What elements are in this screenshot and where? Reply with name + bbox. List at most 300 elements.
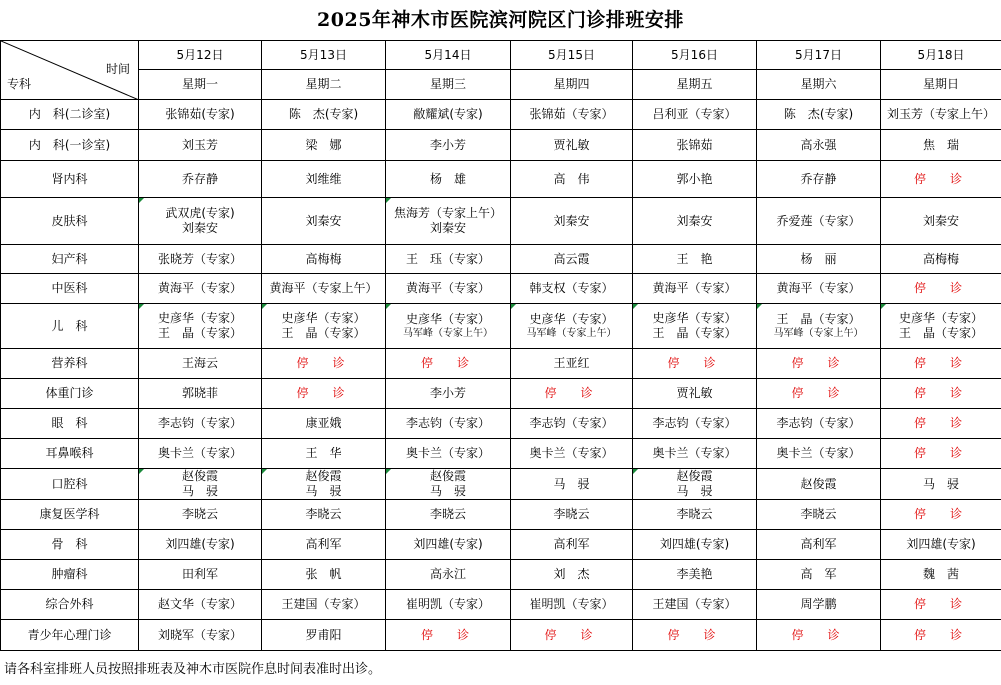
schedule-row xyxy=(1,161,1001,198)
schedule-cell xyxy=(262,560,386,590)
doctor-name: 李晓云 xyxy=(676,507,713,521)
weekday-cell: 星期三 xyxy=(386,70,511,100)
schedule-cell xyxy=(262,349,386,379)
department-name: 康复医学科 xyxy=(1,500,139,530)
doctor-name: 刘四雄(专家) xyxy=(659,537,730,551)
department-name: 体重门诊 xyxy=(1,379,139,409)
doctor-name: 李小芳 xyxy=(429,386,466,400)
schedule-cell xyxy=(633,560,757,590)
weekday-cell: 星期四 xyxy=(511,70,633,100)
doctor-name: 刘秦安 xyxy=(676,213,713,228)
schedule-cell xyxy=(757,620,881,651)
schedule-cell xyxy=(757,349,881,379)
doctor-name: 田利军 xyxy=(181,567,218,581)
doctor-name: 王海云 xyxy=(181,356,218,370)
weekday-cell: 星期日 xyxy=(881,70,1001,100)
doctor-name: 王 晶（专家） xyxy=(652,326,737,340)
doctor-name: 张晓芳（专家） xyxy=(157,251,242,266)
doctor-name: 梁 娜 xyxy=(305,137,342,152)
department-name: 中医科 xyxy=(1,274,139,304)
doctor-name: 李晓云 xyxy=(553,507,590,521)
doctor-name: 李志钧（专家） xyxy=(529,416,614,430)
schedule-cell xyxy=(757,409,881,439)
schedule-cell xyxy=(881,590,1001,620)
schedule-cell xyxy=(881,469,1001,500)
doctor-name: 高梅梅 xyxy=(305,251,342,266)
doctor-name: 王 晶（专家） xyxy=(776,312,861,326)
department-name: 皮肤科 xyxy=(1,198,139,245)
doctor-name: 奥卡兰（专家） xyxy=(652,446,737,460)
weekday-cell: 星期五 xyxy=(633,70,757,100)
schedule-cell xyxy=(386,198,511,245)
schedule-cell xyxy=(139,130,262,161)
doctor-name: 韩支权（专家） xyxy=(529,281,614,295)
suspended-label: 停 诊 xyxy=(913,507,968,521)
department-name: 耳鼻喉科 xyxy=(1,439,139,469)
schedule-cell xyxy=(386,530,511,560)
schedule-cell xyxy=(262,198,386,245)
doctor-name: 刘四雄(专家) xyxy=(906,537,976,551)
department-name: 妇产科 xyxy=(1,245,139,274)
schedule-cell xyxy=(881,379,1001,409)
schedule-cell xyxy=(139,439,262,469)
schedule-cell xyxy=(262,161,386,198)
schedule-cell xyxy=(139,379,262,409)
schedule-cell xyxy=(511,409,633,439)
doctor-name: 王 艳 xyxy=(676,251,713,266)
schedule-cell xyxy=(386,245,511,274)
schedule-cell xyxy=(386,560,511,590)
doctor-name: 马 骎 xyxy=(553,476,590,491)
schedule-cell xyxy=(139,409,262,439)
schedule-cell xyxy=(757,379,881,409)
date-cell: 5月13日 xyxy=(262,41,386,70)
schedule-cell xyxy=(262,274,386,304)
doctor-name: 李美艳 xyxy=(676,567,713,581)
schedule-row xyxy=(1,590,1001,620)
schedule-cell xyxy=(262,469,386,500)
schedule-row xyxy=(1,198,1001,245)
department-name: 骨 科 xyxy=(1,530,139,560)
doctor-name: 高利军 xyxy=(553,537,590,551)
doctor-name: 高永江 xyxy=(429,567,466,581)
schedule-cell xyxy=(757,245,881,274)
doctor-name: 马军峰（专家上午） xyxy=(403,328,493,339)
weekday-cell: 星期一 xyxy=(139,70,262,100)
doctor-name: 刘四雄(专家) xyxy=(165,537,235,551)
doctor-name: 贾礼敏 xyxy=(553,137,590,152)
schedule-cell xyxy=(511,100,633,130)
schedule-cell xyxy=(139,500,262,530)
doctor-name: 贾礼敏 xyxy=(676,386,713,400)
schedule-row xyxy=(1,560,1001,590)
schedule-cell xyxy=(386,161,511,198)
schedule-cell xyxy=(633,530,757,560)
doctor-name: 刘四雄(专家) xyxy=(413,537,483,551)
doctor-name: 马 骎 xyxy=(181,484,218,498)
schedule-cell xyxy=(757,274,881,304)
doctor-name: 王 晶（专家） xyxy=(281,326,366,340)
doctor-name: 李小芳 xyxy=(429,137,466,152)
schedule-cell xyxy=(757,130,881,161)
doctor-name: 杨 丽 xyxy=(800,251,837,266)
schedule-cell xyxy=(139,304,262,349)
schedule-cell xyxy=(262,500,386,530)
schedule-cell xyxy=(757,439,881,469)
doctor-name: 奥卡兰（专家） xyxy=(405,446,490,460)
schedule-cell xyxy=(511,379,633,409)
doctor-name: 李晓云 xyxy=(800,507,837,521)
department-name: 眼 科 xyxy=(1,409,139,439)
department-name: 肿瘤科 xyxy=(1,560,139,590)
schedule-cell xyxy=(511,349,633,379)
doctor-name: 武双虎(专家) xyxy=(165,206,235,220)
doctor-name: 陈 杰(专家) xyxy=(288,107,359,121)
doctor-name: 李志钧（专家） xyxy=(405,416,490,430)
schedule-cell xyxy=(262,590,386,620)
doctor-name: 李志钧（专家） xyxy=(157,416,242,430)
schedule-cell xyxy=(262,379,386,409)
schedule-row xyxy=(1,409,1001,439)
doctor-name: 刘秦安 xyxy=(553,213,590,228)
schedule-cell xyxy=(881,198,1001,245)
doctor-name: 刘秦安 xyxy=(305,213,342,228)
suspended-label: 停 诊 xyxy=(420,627,475,642)
suspended-label: 停 诊 xyxy=(913,356,968,370)
schedule-cell xyxy=(881,161,1001,198)
doctor-name: 王 晶（专家） xyxy=(898,326,983,340)
suspended-label: 停 诊 xyxy=(667,356,722,370)
schedule-cell xyxy=(881,409,1001,439)
schedule-cell xyxy=(633,590,757,620)
doctor-name: 李志钧（专家） xyxy=(776,416,861,430)
doctor-name: 奥卡兰（专家） xyxy=(529,446,614,460)
doctor-name: 刘玉芳 xyxy=(181,137,218,152)
schedule-cell xyxy=(386,100,511,130)
schedule-cell xyxy=(881,620,1001,651)
doctor-name: 赵俊霞 xyxy=(676,469,713,483)
schedule-cell xyxy=(633,409,757,439)
schedule-cell xyxy=(386,274,511,304)
doctor-name: 奥卡兰（专家） xyxy=(157,446,242,460)
department-name: 营养科 xyxy=(1,349,139,379)
date-cell: 5月18日 xyxy=(881,41,1001,70)
schedule-cell xyxy=(262,100,386,130)
schedule-cell xyxy=(386,349,511,379)
time-label: 时间 xyxy=(105,62,130,76)
suspended-label: 停 诊 xyxy=(791,386,846,400)
doctor-name: 周学鹏 xyxy=(800,597,837,611)
department-name: 内 科(二诊室) xyxy=(1,100,139,130)
schedule-cell xyxy=(633,304,757,349)
schedule-row xyxy=(1,274,1001,304)
date-header-row xyxy=(1,41,1001,70)
doctor-name: 刘玉芳（专家上午） xyxy=(886,107,995,121)
footer-note: 请各科室排班人员按照排班表及神木市医院作息时间表准时出诊。 xyxy=(4,662,382,677)
schedule-cell xyxy=(633,130,757,161)
doctor-name: 乔存静 xyxy=(181,171,218,186)
schedule-cell xyxy=(139,469,262,500)
corner-header xyxy=(1,41,139,100)
schedule-cell xyxy=(881,100,1001,130)
schedule-cell xyxy=(262,245,386,274)
suspended-label: 停 诊 xyxy=(913,627,968,642)
date-cell: 5月17日 xyxy=(757,41,881,70)
schedule-cell xyxy=(386,620,511,651)
schedule-cell xyxy=(139,274,262,304)
schedule-cell xyxy=(633,379,757,409)
doctor-name: 刘秦安 xyxy=(922,213,959,228)
doctor-name: 乔存静 xyxy=(800,171,837,186)
doctor-name: 刘维维 xyxy=(305,171,342,186)
department-name: 综合外科 xyxy=(1,590,139,620)
doctor-name: 高梅梅 xyxy=(922,251,959,266)
doctor-name: 史彦华（专家） xyxy=(157,311,242,325)
schedule-cell xyxy=(757,530,881,560)
department-name: 青少年心理门诊 xyxy=(1,620,139,651)
suspended-label: 停 诊 xyxy=(913,386,968,400)
weekday-header-row xyxy=(1,70,1001,100)
weekday-cell: 星期六 xyxy=(757,70,881,100)
schedule-cell xyxy=(633,100,757,130)
schedule-cell xyxy=(881,349,1001,379)
schedule-cell xyxy=(511,198,633,245)
schedule-cell xyxy=(511,161,633,198)
schedule-cell xyxy=(262,304,386,349)
doctor-name: 赵俊霞 xyxy=(181,469,218,483)
suspended-label: 停 诊 xyxy=(296,356,351,370)
schedule-cell xyxy=(757,590,881,620)
schedule-cell xyxy=(881,274,1001,304)
schedule-row xyxy=(1,620,1001,651)
doctor-name: 罗甫阳 xyxy=(305,627,342,642)
department-name: 儿 科 xyxy=(1,304,139,349)
doctor-name: 王 晶（专家） xyxy=(157,326,242,340)
doctor-name: 史彦华（专家） xyxy=(281,311,366,325)
date-cell: 5月14日 xyxy=(386,41,511,70)
schedule-cell xyxy=(386,304,511,349)
schedule-cell xyxy=(511,469,633,500)
schedule-cell xyxy=(139,100,262,130)
doctor-name: 李晓云 xyxy=(181,507,218,521)
date-cell: 5月12日 xyxy=(139,41,262,70)
schedule-cell xyxy=(511,130,633,161)
schedule-cell xyxy=(386,439,511,469)
schedule-cell xyxy=(881,439,1001,469)
doctor-name: 吕利亚（专家） xyxy=(652,107,737,121)
suspended-label: 停 诊 xyxy=(913,446,968,460)
doctor-name: 魏 茜 xyxy=(922,567,959,581)
suspended-label: 停 诊 xyxy=(296,386,351,400)
schedule-cell xyxy=(386,500,511,530)
schedule-cell xyxy=(386,130,511,161)
doctor-name: 杨 雄 xyxy=(429,171,466,186)
schedule-cell xyxy=(881,130,1001,161)
schedule-row xyxy=(1,439,1001,469)
schedule-row xyxy=(1,349,1001,379)
doctor-name: 崔明凯（专家） xyxy=(529,597,614,611)
page-title: 2025年神木市医院滨河院区门诊排班安排 xyxy=(317,9,684,31)
schedule-cell xyxy=(633,439,757,469)
schedule-cell xyxy=(633,161,757,198)
suspended-label: 停 诊 xyxy=(913,416,968,430)
schedule-cell xyxy=(633,349,757,379)
schedule-cell xyxy=(511,560,633,590)
doctor-name: 马 骎 xyxy=(305,484,342,498)
schedule-row xyxy=(1,500,1001,530)
doctor-name: 张锦茹（专家） xyxy=(529,107,614,121)
doctor-name: 马军峰（专家上午） xyxy=(526,328,617,339)
date-cell: 5月15日 xyxy=(511,41,633,70)
doctor-name: 张锦茹 xyxy=(676,137,713,152)
doctor-name: 郭小艳 xyxy=(676,171,713,186)
doctor-name: 陈 杰(专家) xyxy=(783,107,854,121)
doctor-name: 王 珏（专家） xyxy=(405,251,490,266)
schedule-cell xyxy=(633,245,757,274)
suspended-label: 停 诊 xyxy=(913,597,968,611)
schedule-cell xyxy=(139,198,262,245)
schedule-cell xyxy=(757,304,881,349)
schedule-cell xyxy=(881,530,1001,560)
schedule-cell xyxy=(757,161,881,198)
suspended-label: 停 诊 xyxy=(544,627,599,642)
schedule-cell xyxy=(881,500,1001,530)
doctor-name: 刘秦安 xyxy=(429,221,466,235)
doctor-name: 李晓云 xyxy=(305,507,342,521)
doctor-name: 黄海平（专家） xyxy=(776,281,861,295)
doctor-name: 奥卡兰（专家） xyxy=(776,446,861,460)
doctor-name: 黄海平（专家上午） xyxy=(269,281,378,295)
doctor-name: 赵俊霞 xyxy=(800,476,837,491)
doctor-name: 敝耀斌(专家) xyxy=(413,107,483,121)
schedule-cell xyxy=(633,274,757,304)
doctor-name: 高 军 xyxy=(800,567,837,581)
doctor-name: 张 帆 xyxy=(305,567,342,581)
doctor-name: 黄海平（专家） xyxy=(405,281,490,295)
doctor-name: 王 华 xyxy=(305,446,342,460)
doctor-name: 王建国（专家） xyxy=(652,597,737,611)
doctor-name: 史彦华（专家） xyxy=(405,312,490,326)
schedule-row xyxy=(1,469,1001,500)
doctor-name: 焦 瑞 xyxy=(922,137,959,152)
doctor-name: 康亚娥 xyxy=(305,416,342,430)
schedule-cell xyxy=(262,620,386,651)
schedule-cell xyxy=(881,304,1001,349)
schedule-cell xyxy=(511,500,633,530)
schedule-cell xyxy=(757,198,881,245)
schedule-cell xyxy=(757,500,881,530)
doctor-name: 马 骎 xyxy=(922,476,959,491)
schedule-cell xyxy=(139,590,262,620)
schedule-row xyxy=(1,304,1001,349)
schedule-cell xyxy=(139,245,262,274)
doctor-name: 高云霞 xyxy=(553,251,590,266)
schedule-row xyxy=(1,379,1001,409)
schedule-cell xyxy=(881,245,1001,274)
schedule-cell xyxy=(262,530,386,560)
doctor-name: 高利军 xyxy=(305,537,342,551)
schedule-cell xyxy=(757,469,881,500)
doctor-name: 高利军 xyxy=(800,537,837,551)
schedule-cell xyxy=(511,274,633,304)
schedule-cell xyxy=(262,439,386,469)
doctor-name: 赵俊霞 xyxy=(429,469,466,483)
suspended-label: 停 诊 xyxy=(791,627,846,642)
schedule-body xyxy=(1,41,1001,651)
schedule-cell xyxy=(139,560,262,590)
schedule-row xyxy=(1,100,1001,130)
schedule-cell xyxy=(511,530,633,560)
doctor-name: 张锦茹(专家) xyxy=(165,107,235,121)
schedule-cell xyxy=(386,469,511,500)
schedule-cell xyxy=(757,560,881,590)
doctor-name: 马 骎 xyxy=(676,484,713,498)
schedule-cell xyxy=(262,409,386,439)
doctor-name: 焦海芳（专家上午） xyxy=(393,206,502,220)
department-name: 内 科(一诊室) xyxy=(1,130,139,161)
doctor-name: 乔爱莲（专家） xyxy=(776,213,861,228)
schedule-cell xyxy=(633,620,757,651)
doctor-name: 刘晓军（专家） xyxy=(157,627,242,642)
schedule-row xyxy=(1,130,1001,161)
doctor-name: 史彦华（专家） xyxy=(529,312,614,326)
schedule-cell xyxy=(881,560,1001,590)
suspended-label: 停 诊 xyxy=(913,281,968,295)
doctor-name: 王建国（专家） xyxy=(281,597,366,611)
department-name: 肾内科 xyxy=(1,161,139,198)
schedule-cell xyxy=(511,620,633,651)
schedule-cell xyxy=(633,198,757,245)
doctor-name: 高 伟 xyxy=(553,171,590,186)
weekday-cell: 星期二 xyxy=(262,70,386,100)
schedule-cell xyxy=(511,245,633,274)
doctor-name: 赵文华（专家） xyxy=(157,597,242,611)
doctor-name: 史彦华（专家） xyxy=(652,311,737,325)
doctor-name: 郭晓菲 xyxy=(181,386,218,400)
doctor-name: 黄海平（专家） xyxy=(157,281,242,295)
schedule-cell xyxy=(633,469,757,500)
schedule-cell xyxy=(511,439,633,469)
suspended-label: 停 诊 xyxy=(791,356,846,370)
schedule-row xyxy=(1,245,1001,274)
schedule-cell xyxy=(386,409,511,439)
schedule-cell xyxy=(386,379,511,409)
doctor-name: 刘秦安 xyxy=(181,221,218,235)
schedule-table xyxy=(0,40,1001,651)
doctor-name: 史彦华（专家） xyxy=(898,311,983,325)
suspended-label: 停 诊 xyxy=(544,386,599,400)
schedule-cell xyxy=(757,100,881,130)
schedule-cell xyxy=(511,590,633,620)
doctor-name: 刘 杰 xyxy=(553,567,590,581)
doctor-name: 马 骎 xyxy=(429,484,466,498)
doctor-name: 李志钧（专家） xyxy=(652,416,737,430)
doctor-name: 马军峰（专家上午） xyxy=(773,328,864,339)
schedule-cell xyxy=(511,304,633,349)
schedule-cell xyxy=(139,620,262,651)
schedule-row xyxy=(1,530,1001,560)
date-cell: 5月16日 xyxy=(633,41,757,70)
schedule-cell xyxy=(262,130,386,161)
doctor-name: 王亚红 xyxy=(553,356,590,370)
doctor-name: 高永强 xyxy=(800,137,837,152)
schedule-cell xyxy=(139,161,262,198)
schedule-cell xyxy=(633,500,757,530)
schedule-cell xyxy=(386,590,511,620)
doctor-name: 黄海平（专家） xyxy=(652,281,737,295)
suspended-label: 停 诊 xyxy=(667,627,722,642)
suspended-label: 停 诊 xyxy=(420,356,475,370)
